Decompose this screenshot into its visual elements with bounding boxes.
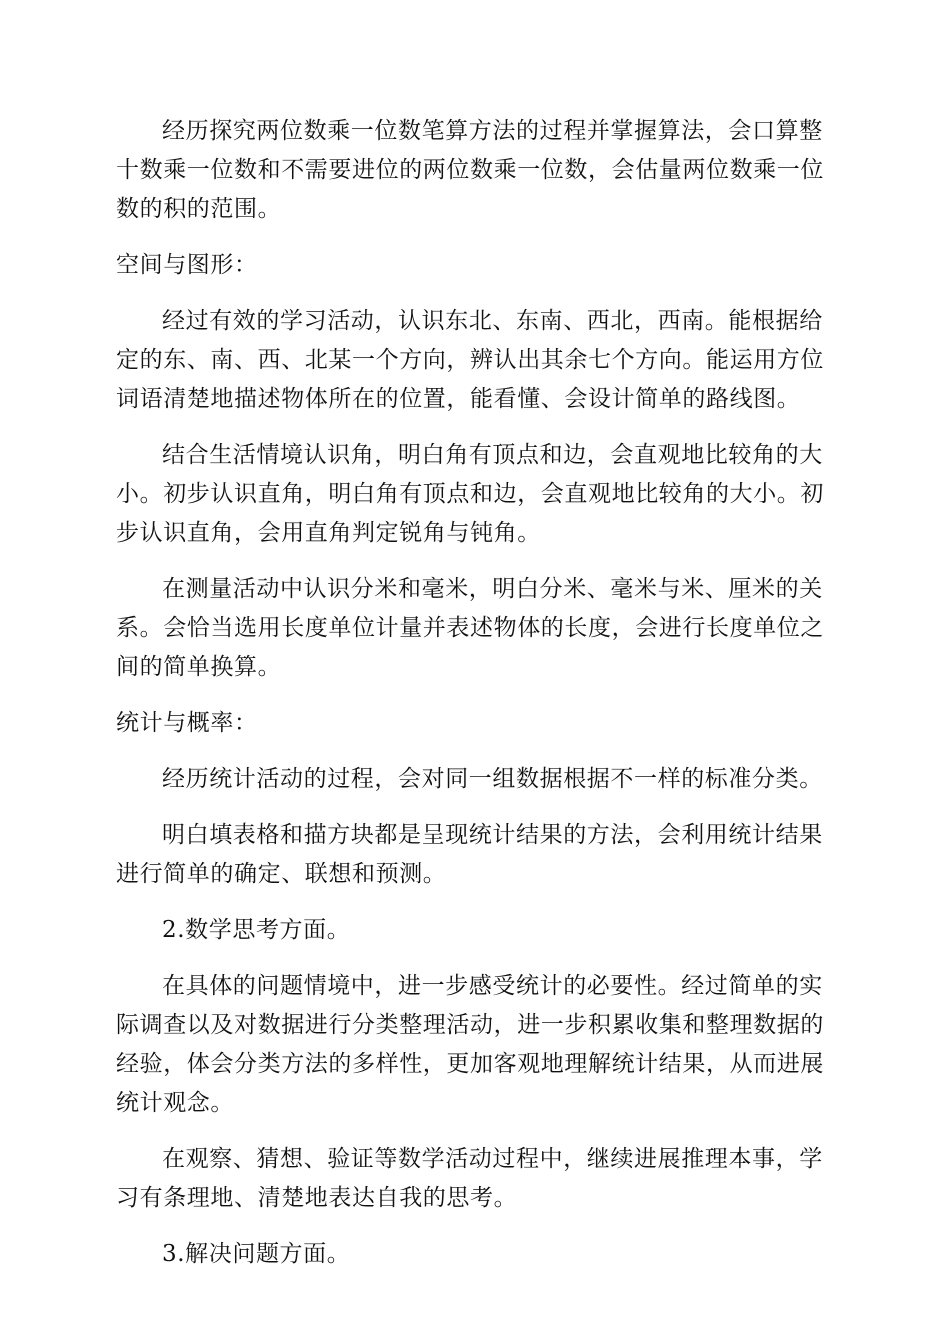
paragraph-statistics-necessity: 在具体的问题情境中，进一步感受统计的必要性。经过简单的实际调查以及对数据进行分类整理活动，进一步积累收集和整理数据的经验，体会分类方法的多样性，更加客观地理解统计结果，从而进展统计观念。 — [116, 973, 824, 1116]
paragraph-angles: 结合生活情境认识角，明白角有顶点和边，会直观地比较角的大小。初步认识直角，明白角有顶点和边，会直观地比较角的大小。初步认识直角，会用直角判定锐角与钝角。 — [116, 442, 824, 546]
paragraph-statistics-results: 明白填表格和描方块都是呈现统计结果的方法，会利用统计结果进行简单的确定、联想和预测。 — [116, 822, 823, 887]
section-heading-statistics: 统计与概率： — [116, 710, 258, 736]
paragraph-directions: 经过有效的学习活动，认识东北、东南、西北，西南。能根据给定的东、南、西、北某一个方向，辨认出其余七个方向。能运用方位词语清楚地描述物体所在的位置，能看懂、会设计简单的路线图。 — [116, 308, 824, 412]
paragraph-problem-solving-title: 3.解决问题方面。 — [162, 1241, 351, 1267]
paragraph-math-thinking-title: 2.数学思考方面。 — [162, 917, 351, 943]
paragraph-classification: 经历统计活动的过程，会对同一组数据根据不一样的标准分类。 — [162, 766, 823, 792]
document-body — [116, 112, 836, 1291]
paragraph-reasoning: 在观察、猜想、验证等数学活动过程中，继续进展推理本事，学习有条理地、清楚地表达自我的思考。 — [116, 1146, 823, 1211]
paragraph-multiplication: 经历探究两位数乘一位数笔算方法的过程并掌握算法，会口算整十数乘一位数和不需要进位的两位数乘一位数，会估量两位数乘一位数的积的范围。 — [116, 118, 824, 222]
section-heading-space-and-shapes: 空间与图形： — [116, 252, 258, 278]
paragraph-length-units: 在测量活动中认识分米和毫米，明白分米、毫米与米、厘米的关系。会恰当选用长度单位计量并表述物体的长度，会进行长度单位之间的简单换算。 — [116, 576, 824, 680]
